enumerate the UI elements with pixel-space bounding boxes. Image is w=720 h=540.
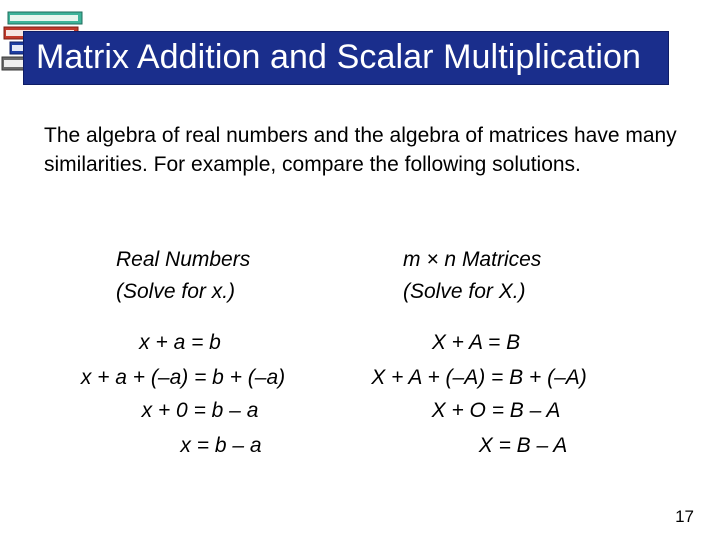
- real-equation-1: x + a = b: [139, 331, 221, 354]
- matrices-heading: [403, 244, 541, 308]
- matrix-equation-2: X + A + (–A) = B + (–A): [371, 366, 587, 389]
- real-numbers-heading-line2: (Solve for x.): [116, 280, 236, 303]
- real-equation-2: x + a + (–a) = b + (–a): [80, 366, 286, 389]
- intro-paragraph: The algebra of real numbers and the algebra of matrices have many similarities. For example, compare the following solutions.: [44, 124, 677, 176]
- slide-title: Matrix Addition and Scalar Multiplication: [36, 38, 642, 76]
- real-numbers-heading: [116, 244, 250, 308]
- real-equation-4: x = b – a: [180, 434, 262, 457]
- real-equation-3: x + 0 = b – a: [141, 399, 259, 422]
- matrices-heading-line1: m × n Matrices: [403, 248, 542, 271]
- real-numbers-heading-line1: Real Numbers: [116, 248, 251, 271]
- matrix-equation-3: X + O = B – A: [431, 399, 561, 422]
- matrix-equation-4: X = B – A: [478, 434, 568, 457]
- matrix-equation-1: X + A = B: [431, 331, 521, 354]
- matrices-heading-line2: (Solve for X.): [403, 280, 526, 303]
- page-number: 17: [675, 507, 694, 526]
